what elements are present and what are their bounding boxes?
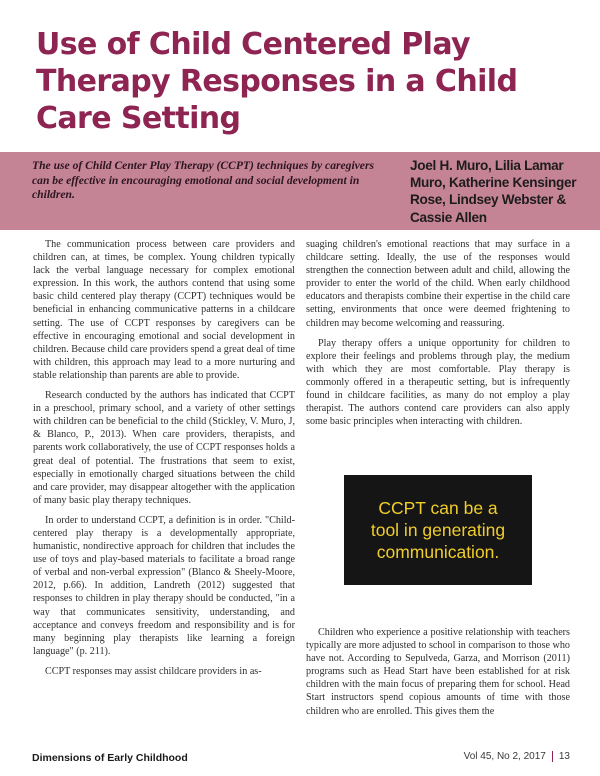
left-column (33, 238, 295, 678)
right-column (306, 238, 570, 428)
article-authors: Joel H. Muro, Lilia Lamar Muro, Katherine Kensinger Rose, Lindsey Webster & Cassie Allen (410, 158, 577, 225)
pull-quote (344, 475, 532, 585)
journal-name: Dimensions of Early Childhood (32, 752, 188, 764)
right-paragraph-1: suaging children's emotional reactions that may surface in a childcare setting. Ideally, the use of the responses would strengthen the connection between adult and child, allowing the provider to enter the world of the child. When early childhood educators and therapists combine their expertise in the child care setting, environments that once were deemed frightening to children may become welcoming and reassuring. (306, 239, 570, 329)
title-line-2: Therapy Responses in a Child (36, 64, 518, 99)
issue-info: Vol 45, No 2, 2017 (463, 751, 546, 762)
page-footer (464, 751, 570, 762)
left-paragraph-3: In order to understand CCPT, a definition is in order. "Child-centered play therapy is a developmentally appropriate, humanistic, nondirective approach for children that includes the use of toys and play-based materials to facilitate a broad range of verbal and non-verbal expression" (Blanco & Sheely-Moore, 2012, p.66). In addition, Landreth (2012) suggested that responses to children in play therapy should be conducted, "in a way that communicates sensitivity, understanding, and acceptance and conveys freedom and responsibility and is for many beginning play therapists like learning a foreign language" (p. 211). (33, 514, 295, 657)
page-number: 13 (558, 751, 570, 762)
pull-quote-line-1: CCPT can be a (378, 498, 498, 518)
right-column-lower (306, 626, 570, 718)
article-title (36, 26, 576, 137)
title-line-3: Care Setting (36, 101, 241, 136)
pull-quote-line-2: tool in generating (370, 520, 506, 540)
left-paragraph-1: The communication process between care providers and children can, at times, be complex. Young children typically lack the verbal language necessary for complex emotional expression. In this work, the authors contend that using some basic child centered play therapy (CCPT) techniques would be beneficial in enhancing communicative patterns in a childcare setting. The use of CCPT responses by caregivers can be effective in encouraging emotional and social development in children. Because child care providers spend a great deal of time with children, this approach may lead to a more nurturing and stable relationship than parents are able to provide. (33, 239, 295, 381)
right-paragraph-3: Children who experience a positive relationship with teachers typically are more adjusted to school in comparison to those who have not. According to Sepulveda, Garza, and Morrison (2011) programs such as Head Start have been established for at risk children with the main focus of preparing them for school. Head Start instructors spend copious amounts of time with those children who are enrolled. This gives them the (306, 627, 570, 717)
pull-quote-line-3: communication. (376, 542, 500, 562)
article-lead: The use of Child Center Play Therapy (CCPT) techniques by caregivers can be effective in encouraging emotional and social development in children. (32, 159, 374, 201)
left-paragraph-4: CCPT responses may assist childcare providers in as- (45, 665, 262, 677)
summary-banner (0, 152, 600, 230)
footer-divider (552, 751, 553, 762)
pull-quote-text (371, 497, 505, 563)
left-paragraph-2: Research conducted by the authors has indicated that CCPT in a preschool, primary school, and a variety of other settings with children can be beneficial to the child (Stickley, V. Muro, J, & Blanco, P., 2013). When care providers, therapists, and parents work collaboratively, the use of CCPT responses holds a great deal of potential. The frustrations that seem to exist, especially in emotionally charged situations between the child and care provider, may disappear altogether with the application of many basic play therapy techniques. (33, 390, 295, 506)
right-paragraph-2: Play therapy offers a unique opportunity for children to explore their feelings and problems through play, the medium with which they are most comfortable. Play therapy is commonly offered in a therapeutic setting, but is infrequently found in childcare facilities, as many do not employ a play therapist. The authors contend care providers can also apply some basic principles when interacting with children. (306, 337, 570, 428)
title-line-1: Use of Child Centered Play (36, 27, 470, 62)
